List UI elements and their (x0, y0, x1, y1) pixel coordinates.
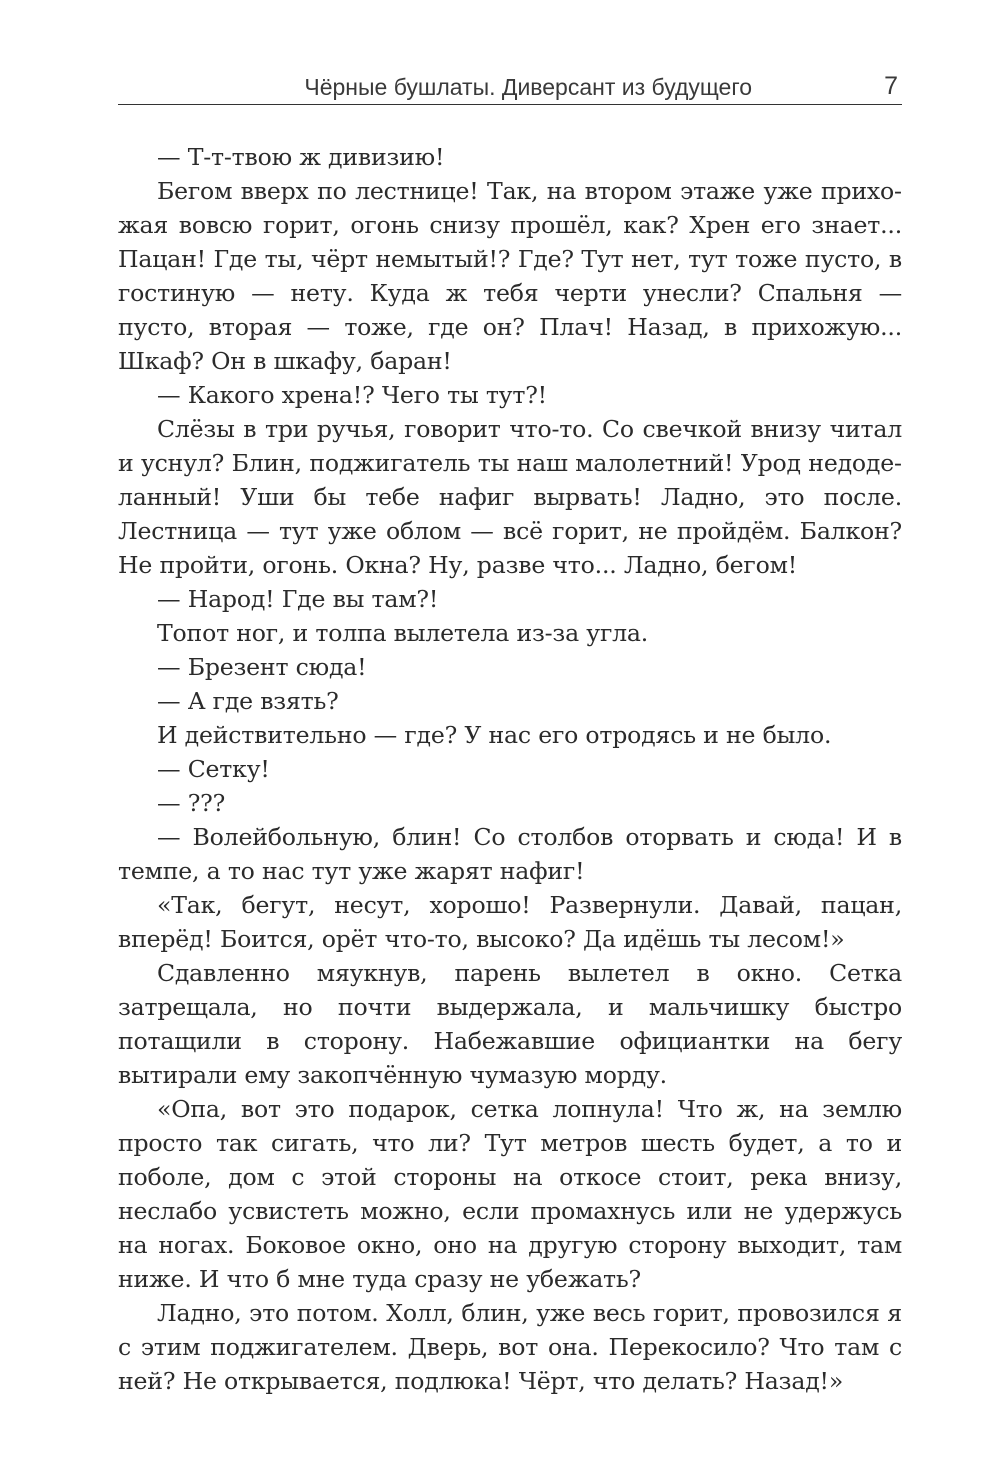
paragraph-14: Сдавленно мяукнув, парень вылетел в окно. Сетка затрещала, но почти выдержала, и мальчишку быстро потащили в сторону. Набежавшие официантки на бегу вытирали ему закопчённую чумазую морду. (118, 959, 902, 1089)
paragraph-6: Топот ног, и толпа вылетела из-за угла. (157, 619, 649, 647)
paragraph-5: — Народ! Где вы там?! (157, 585, 439, 613)
paragraph-12: — Волейбольную, блин! Со столбов оторвать и сюда! И в темпе, а то нас тут уже жарят нафиг! (118, 823, 902, 885)
paragraph-2: Бегом вверх по лестнице! Так, на втором этаже уже прихожая вовсю горит, огонь снизу прошёл, как? Хрен его знает... Пацан! Где ты, чёрт немытый!? Где? Тут нет, тут тоже пусто, в гостиную — нету. Куда ж тебя черти унесли? Спальня — пусто, вторая — тоже, где он? Плач! Назад, в прихожую... Шкаф? Он в шкафу, баран! (118, 177, 902, 375)
paragraph-11: — ??? (157, 789, 226, 817)
paragraph-16: Ладно, это потом. Холл, блин, уже весь горит, провозился я с этим поджигателем. Дверь, вот она. Перекосило? Что там с ней? Не открывается, подлюка! Чёрт, что делать? Назад!» (118, 1299, 902, 1395)
paragraph-10: — Сетку! (157, 755, 270, 783)
paragraph-1: — Т-т-твою ж дивизию! (157, 143, 445, 171)
book-title: Чёрные бушлаты. Диверсант из будущего (304, 74, 752, 100)
paragraph-13: «Так, бегут, несут, хорошо! Развернули. Давай, пацан, вперёд! Боится, орёт что-то, высоко? Да идёшь ты лесом!» (118, 891, 902, 953)
header-rule (118, 104, 902, 105)
page-number: 7 (884, 72, 898, 100)
page-body (118, 140, 902, 1398)
paragraph-8: — А где взять? (157, 687, 339, 715)
paragraph-3: — Какого хрена!? Чего ты тут?! (157, 381, 547, 409)
paragraph-7: — Брезент сюда! (157, 653, 367, 681)
paragraph-9: И действительно — где? У нас его отродясь и не было. (157, 721, 832, 749)
running-header (118, 70, 902, 106)
paragraph-4: Слёзы в три ручья, говорит что-то. Со свечкой внизу читал и уснул? Блин, поджигатель ты наш малолетний! Урод недоделанный! Уши бы тебе нафиг вырвать! Ладно, это после. Лестница — тут уже облом — всё горит, не пройдём. Балкон? Не пройти, огонь. Окна? Ну, разве что... Ладно, бегом! (118, 415, 902, 579)
paragraph-15: «Опа, вот это подарок, сетка лопнула! Что ж, на землю просто так сигать, что ли? Тут метров шесть будет, а то и поболе, дом с этой стороны на откосе стоит, река внизу, неслабо усвистеть можно, если промахнусь или не удержусь на ногах. Боковое окно, оно на другую сторону выходит, там ниже. И что б мне туда сразу не убежать? (118, 1095, 902, 1293)
